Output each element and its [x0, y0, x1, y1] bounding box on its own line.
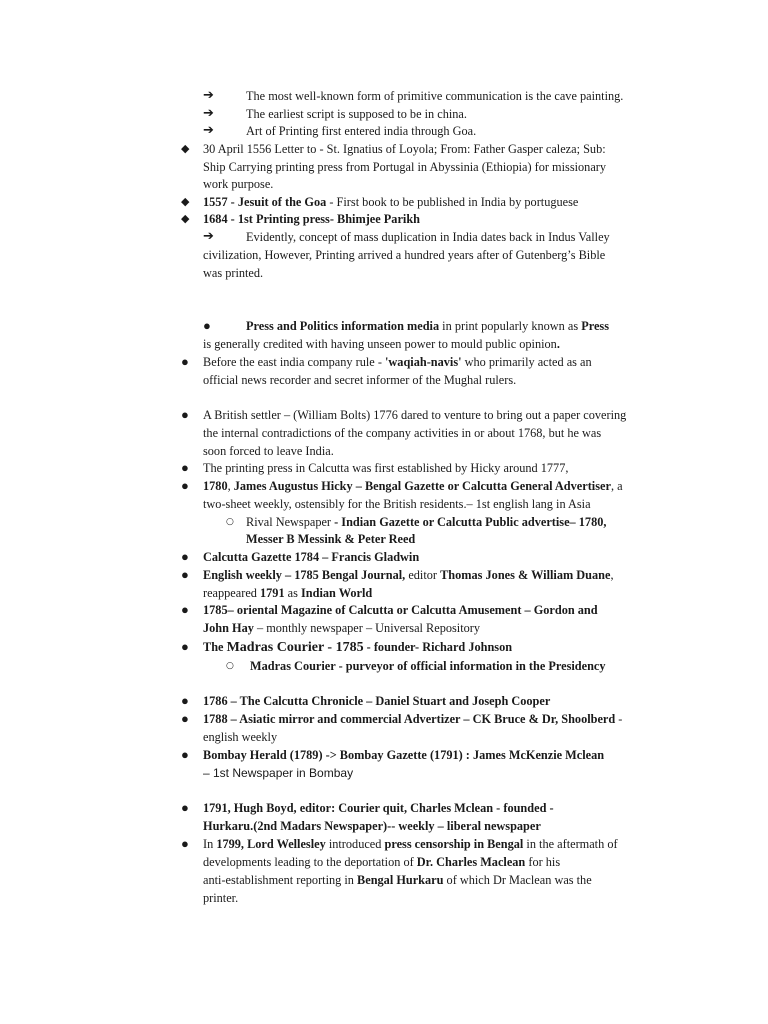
list-item-continued: reappeared 1791 as Indian World [203, 586, 373, 600]
arrow-icon: ➔ [203, 229, 214, 244]
list-item: Before the east india company rule - 'waqiah-navis' who primarily acted as an [203, 355, 592, 369]
bullet-icon: ● [181, 407, 189, 422]
list-item: 1791, Hugh Boyd, editor: Courier quit, Charles Mclean - founded - [203, 801, 554, 815]
list-item: 1557 - Jesuit of the Goa - First book to be published in India by portuguese [203, 195, 579, 209]
list-item: 1788 – Asiatic mirror and commercial Advertizer – CK Bruce & Dr, Shoolberd - [203, 712, 623, 726]
bullet-icon: ● [181, 602, 189, 617]
list-item-continued: two-sheet weekly, ostensibly for the British residents.– 1st english lang in Asia [203, 497, 591, 511]
list-item: The printing press in Calcutta was first established by Hicky around 1777, [203, 461, 569, 475]
list-item-continued: anti-establishment reporting in Bengal Hurkaru of which Dr Maclean was the [203, 873, 592, 887]
bullet-icon: ● [181, 836, 189, 851]
bullet-icon: ● [181, 460, 189, 475]
diamond-bullet-icon: ◆ [181, 212, 190, 225]
list-item: 1786 – The Calcutta Chronicle – Daniel Stuart and Joseph Cooper [203, 694, 551, 708]
arrow-icon: ➔ [203, 123, 214, 138]
list-item-continued: Ship Carrying printing press from Portugal in Abyssinia (Ethiopia) for missionary [203, 160, 607, 174]
list-item: The Madras Courier - 1785 - founder- Richard Johnson [203, 640, 513, 655]
list-item: Calcutta Gazette 1784 – Francis Gladwin [203, 550, 420, 564]
list-item: Evidently, concept of mass duplication in India dates back in Indus Valley [246, 230, 610, 244]
bullet-icon: ● [181, 549, 189, 564]
list-item: The most well-known form of primitive communication is the cave painting. [246, 89, 624, 103]
bullet-icon: ● [181, 693, 189, 708]
list-item: Bombay Herald (1789) -> Bombay Gazette (1791) : James McKenzie Mclean [203, 748, 605, 762]
list-item-continued: John Hay – monthly newspaper – Universal Repository [203, 621, 481, 635]
list-item: A British settler – (William Bolts) 1776 dared to venture to bring out a paper covering [203, 408, 627, 422]
list-item-continued: is generally credited with having unseen power to mould public opinion. [203, 337, 560, 351]
list-item: Rival Newspaper - Indian Gazette or Calcutta Public advertise– 1780, [246, 515, 607, 529]
list-item-continued: english weekly [203, 730, 278, 744]
arrow-icon: ➔ [203, 88, 214, 103]
list-item-continued: civilization, However, Printing arrived a hundred years after of Gutenberg’s Bible [203, 248, 606, 262]
list-item: 1684 - 1st Printing press- Bhimjee Parikh [203, 212, 421, 226]
list-item: 1780, James Augustus Hicky – Bengal Gazette or Calcutta General Advertiser, a [203, 479, 623, 493]
list-item: Press and Politics information media in print popularly known as Press [246, 319, 609, 333]
bullet-icon: ● [181, 567, 189, 582]
list-item-continued: Hurkaru.(2nd Madars Newspaper)-- weekly – liberal newspaper [203, 819, 541, 833]
bullet-icon: ● [181, 639, 189, 654]
list-item: 1785– oriental Magazine of Calcutta or Calcutta Amusement – Gordon and [203, 603, 598, 617]
circle-bullet-icon: ○ [226, 517, 234, 527]
bullet-icon: ● [181, 711, 189, 726]
arrow-icon: ➔ [203, 106, 214, 121]
list-item: The earliest script is supposed to be in china. [246, 107, 467, 121]
list-item: Art of Printing first entered india through Goa. [246, 124, 477, 138]
list-item-continued: work purpose. [203, 177, 274, 191]
circle-bullet-icon: ○ [226, 661, 234, 671]
list-item: 30 April 1556 Letter to - St. Ignatius of Loyola; From: Father Gasper caleza; Sub: [203, 142, 606, 156]
list-item-continued: developments leading to the deportation of Dr. Charles Maclean for his [203, 855, 561, 869]
list-item-continued: was printed. [203, 266, 264, 280]
list-item-continued: the internal contradictions of the company activities in or about 1768, but he was [203, 426, 602, 440]
list-item-continued: Messer B Messink & Peter Reed [246, 532, 416, 546]
list-item: Madras Courier - purveyor of official information in the Presidency [250, 659, 606, 673]
list-item: English weekly – 1785 Bengal Journal, editor Thomas Jones & William Duane, [203, 568, 614, 582]
bullet-icon: ● [181, 800, 189, 815]
list-item: In 1799, Lord Wellesley introduced press censorship in Bengal in the aftermath of [203, 837, 618, 851]
list-item-continued: soon forced to leave India. [203, 444, 334, 458]
bullet-icon: ● [203, 318, 211, 333]
list-item-continued: official news recorder and secret informer of the Mughal rulers. [203, 373, 517, 387]
list-item-continued: – 1st Newspaper in Bombay [203, 766, 354, 780]
list-item-continued: printer. [203, 891, 239, 905]
diamond-bullet-icon: ◆ [181, 195, 190, 208]
diamond-bullet-icon: ◆ [181, 142, 190, 155]
bullet-icon: ● [181, 747, 189, 762]
bullet-icon: ● [181, 478, 189, 493]
bullet-icon: ● [181, 354, 189, 369]
